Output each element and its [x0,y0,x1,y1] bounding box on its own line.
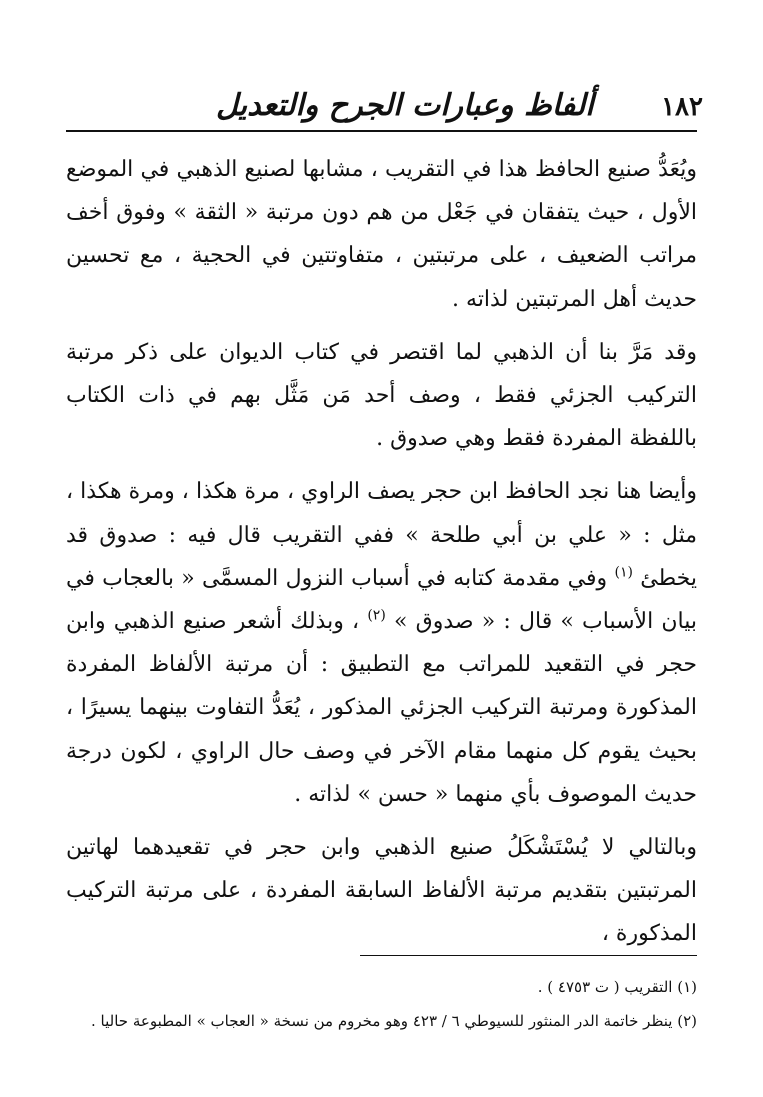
page-header [66,88,703,130]
paragraph-3-part-3: ، وبذلك أشعر صنيع الذهبي وابن حجر في التقعيد للمراتب مع التطبيق : أن مرتبة الألفاظ المفردة المذكورة ومرتبة التركيب الجزئي المذكور ، يُعَدُّ التفاوت بينهما يسيرًا ، بحيث يقوم كل منهما مقام الآخر في وصف حال الراوي ، لكون درجة حديث الموصوف بأي منهما « حسن » لذاته . [66,609,697,807]
footnote-ref-1[interactable]: (١) [614,564,633,581]
header-rule [66,130,697,132]
footnote-rule [360,955,697,956]
footnote-2: (٢) ينظر خاتمة الدر المنثور للسيوطي ٦ / ٤٢٣ وهو مخروم من نسخة « العجاب » المطبوعة حاليا . [91,1012,697,1030]
paragraph-3 [66,470,697,816]
paragraph-4: وبالتالي لا يُسْتَشْكَلُ صنيع الذهبي وابن حجر في تقعيدهما لهاتين المرتبتين بتقديم مرتبة الألفاظ السابقة المفردة ، على مرتبة التركيب المذكورة ، [66,835,697,947]
footnotes [66,970,697,1038]
paragraph-3-part-1: وأيضا هنا نجد الحافظ ابن حجر يصف الراوي ، مرة هكذا ، ومرة هكذا ، مثل : « علي بن أبي طلحة » ففي التقريب قال فيه : صدوق قد يخطئ [66,479,697,591]
paragraph-1: ويُعَدُّ صنيع الحافظ هذا في التقريب ، مشابها لصنيع الذهبي في الموضع الأول ، حيث يتفقان في جَعْل من هم دون مرتبة « الثقة » وفوق أخف مراتب الضعيف ، على مرتبتين ، متفاوتتين في الحجية ، مع تحسين حديث أهل المرتبتين لذاته . [66,157,697,312]
footnote-1: (١) التقريب ( ت ٤٧٥٣ ) . [537,978,697,996]
paragraph-3-part-2: وفي مقدمة كتابه في أسباب النزول المسمَّى « بالعجاب في بيان الأسباب » قال : « صدوق » [66,565,698,635]
main-text [66,148,697,966]
footnote-ref-2[interactable]: (٢) [367,607,386,624]
running-title: ألفاظ وعبارات الجرح والتعديل [216,88,594,123]
page-number: ١٨٢ [661,92,703,122]
paragraph-2: وقد مَرَّ بنا أن الذهبي لما اقتصر في كتاب الديوان على ذكر مرتبة التركيب الجزئي فقط ، وصف أحد مَن مَثَّل بهم في ذات الكتاب باللفظة المفردة فقط وهي صدوق . [66,339,697,452]
